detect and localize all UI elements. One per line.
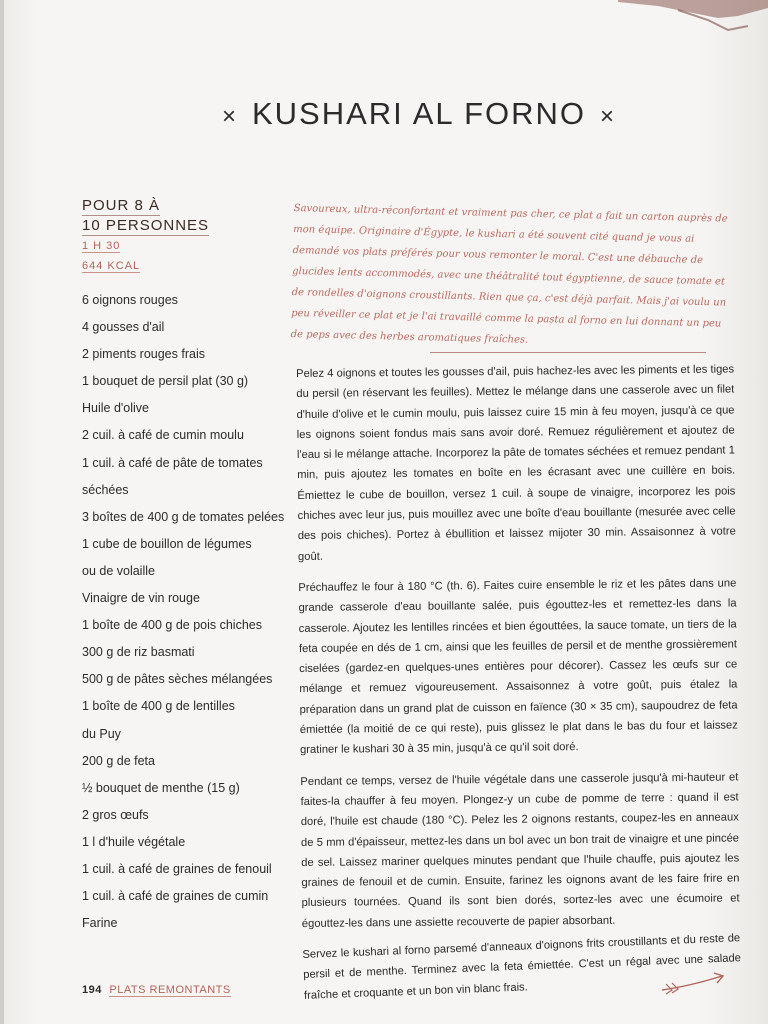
ingredient-item: Huile d'olive bbox=[82, 401, 150, 416]
ingredient-item: ½ bouquet de menthe (15 g) bbox=[82, 780, 240, 795]
torn-corner-mark bbox=[618, 0, 768, 40]
ingredient-item: 2 cuil. à café de cumin moulu bbox=[82, 428, 244, 443]
ingredient-item: du Puy bbox=[82, 726, 121, 741]
ingredient-item: 1 bouquet de persil plat (30 g) bbox=[82, 374, 249, 389]
ingredient-item: 1 cuil. à café de graines de cumin bbox=[82, 889, 269, 904]
ingredient-item: 1 boîte de 400 g de pois chiches bbox=[82, 618, 262, 633]
intro-divider bbox=[430, 352, 706, 353]
servings-line-1: POUR 8 À bbox=[82, 197, 161, 214]
cooking-time: 1 H 30 bbox=[82, 240, 121, 252]
ingredient-item: ou de volaille bbox=[82, 563, 155, 578]
servings-heading bbox=[82, 196, 209, 236]
method-step-2: Préchauffez le four à 180 °C (th. 6). Faites cuire ensemble le riz et les pâtes dans une grande casserole d'eau bouillante salée, puis égouttez-les et remettez-les dans la casserole. Ajoutez les lentilles rincées et bien égouttées, la sauce tomate, un tiers de la feta coupée en dés de 1 cm, ainsi que les feuilles de persil et de menthe grossièrement ciselées (gardez-en quelques-unes entières pour décorer). Cassez les œufs sur ce mélange et remuez vigoureusement. Assaisonnez à votre goût, puis étalez la préparation dans un grand plat de cuisson en faïence (30 × 35 cm), saupoudrez de feta émiettée (la moitié de ce qui reste), puis glissez le plat dans le bas du four et laissez gratiner le kushari 30 à 35 min, jusqu'à ce qu'il soit doré. bbox=[298, 577, 738, 757]
servings-line-2: 10 PERSONNES bbox=[82, 217, 210, 234]
ingredient-item: 1 l d'huile végétale bbox=[82, 834, 186, 849]
page-number: 194 bbox=[82, 984, 102, 996]
title-cross-left: × bbox=[221, 103, 238, 130]
recipe-title bbox=[0, 96, 768, 132]
ingredient-item: 6 oignons rouges bbox=[82, 293, 178, 307]
method-text bbox=[296, 359, 741, 1016]
ingredient-item: 1 boîte de 400 g de lentilles bbox=[82, 699, 235, 714]
ingredient-item: Farine bbox=[82, 916, 118, 931]
ingredient-item: Vinaigre de vin rouge bbox=[82, 591, 200, 606]
calories: 644 KCAL bbox=[82, 260, 141, 272]
recipe-title-text: KUSHARI AL FORNO bbox=[251, 96, 587, 131]
ingredient-list bbox=[82, 290, 285, 940]
method-step-3: Pendant ce temps, versez de l'huile végétale dans une casserole jusqu'à mi-hauteur et faites-la chauffer à feu moyen. Plongez-y un cube de pomme de terre : quand il est doré, l'huile est chaude (180 °C). Pelez les 2 oignons restants, coupez-les en anneaux de 5 mm d'épaisseur, mettez-les dans un bol avec un bon trait de vinaigre et une pincée de sel. Laissez mariner quelques minutes pendant que l'huile chauffe, puis ajoutez les graines de fenouil et de cumin. Ensuite, farinez les oignons avant de les faire frire en plusieurs tournées. Quand ils sont bien dorés, sortez-les avec une écumoire et égouttez-les dans une assiette recouverte de papier absorbant. bbox=[300, 771, 740, 930]
ingredient-item: 2 piments rouges frais bbox=[82, 347, 205, 362]
page-footer bbox=[82, 984, 231, 996]
ingredient-item: 500 g de pâtes sèches mélangées bbox=[82, 672, 273, 687]
ingredient-item: 4 gousses d'ail bbox=[82, 320, 165, 335]
title-cross-right: × bbox=[600, 103, 617, 130]
ingredient-item: 1 cuil. à café de pâte de tomates bbox=[82, 455, 263, 470]
arrow-right-icon bbox=[660, 968, 730, 998]
ingredient-item: 2 gros œufs bbox=[82, 807, 149, 822]
intro-paragraph: Savoureux, ultra-réconfortant et vraiment pas cher, ce plat a fait un carton auprès de mon équipe. Originaire d'Égypte, le kushari a été souvent cité quand je vous ai demandé vos plats préférés pour vous remonter le moral. C'est une débauche de glucides lents accommodés, avec une théâtralité tout égyptienne, de sauce tomate et de rondelles d'oignons croustillants. Rien que ça, c'est déjà parfait. Mais j'ai voulu un peu réveiller ce plat et je l'ai travaillé comme la pasta al forno en lui donnant un peu de peps avec des herbes aromatiques fraîches. bbox=[290, 202, 728, 346]
ingredient-item: 200 g de feta bbox=[82, 753, 155, 768]
ingredient-item: 1 cube de bouillon de légumes bbox=[82, 536, 252, 551]
method-step-4: Servez le kushari al forno parsemé d'anneaux d'oignons frits croustillants et du reste de persil et de menthe. Terminez avec la feta émiettée. C'est un régal avec une salade fraîche et croquante et un bon vin blanc frais. bbox=[302, 932, 742, 1002]
method-step-1: Pelez 4 oignons et toutes les gousses d'ail, puis hachez-les avec les piments et les tiges du persil (en réservant les feuilles). Mettez le mélange dans une casserole avec un filet d'huile d'olive et le cumin moulu, puis laissez cuire 15 min à feu moyen, jusqu'à ce que les oignons soient fondus mais sans avoir doré. Remuez régulièrement et ajoutez de l'eau si le mélange attache. Incorporez la pâte de tomates séchées et remuez pendant 1 min, puis ajoutez les tomates en boîte en les écrasant avec une cuillère en bois. Émiettez le cube de bouillon, versez 1 cuil. à soupe de vinaigre, incorporez les pois chiches avec leur jus, puis mouillez avec une boîte d'eau bouillante (mesurée avec celle des pois chiches). Portez à ébullition et laissez mijoter 30 min. Assaisonnez à votre goût. bbox=[296, 363, 736, 563]
ingredient-item: 3 boîtes de 400 g de tomates pelées bbox=[82, 509, 285, 524]
ingredient-item: 300 g de riz basmati bbox=[82, 645, 195, 660]
section-name: PLATS REMONTANTS bbox=[109, 984, 231, 996]
ingredient-item: séchées bbox=[82, 482, 129, 497]
page-edge bbox=[0, 0, 4, 1024]
ingredient-item: 1 cuil. à café de graines de fenouil bbox=[82, 861, 272, 876]
